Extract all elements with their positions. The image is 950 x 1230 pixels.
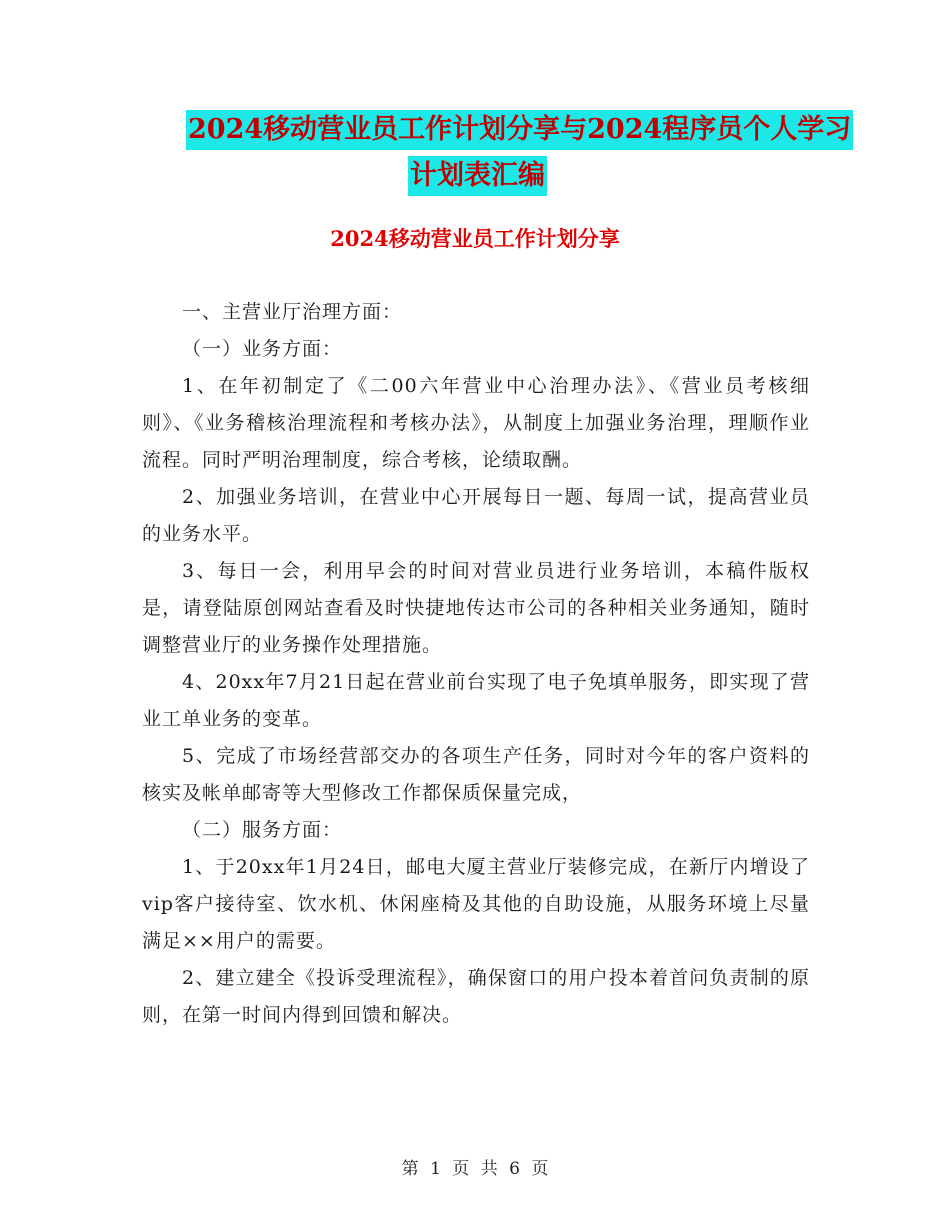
document-body (142, 294, 810, 1034)
paragraph: 4、20xx年7月21日起在营业前台实现了电子免填单服务，即实现了营业工单业务的变革。 (142, 671, 810, 730)
paragraph: 3、每日一会，利用早会的时间对营业员进行业务培训，本稿件版权是，请登陆原创网站查看及时快捷地传达市公司的各种相关业务通知，随时调整营业厅的业务操作处理措施。 (142, 560, 810, 656)
paragraph: 一、主营业厅治理方面： (182, 301, 403, 323)
paragraph: 2、加强业务培训，在营业中心开展每日一题、每周一试，提高营业员的业务水平。 (142, 486, 810, 545)
paragraph: 5、完成了市场经营部交办的各项生产任务，同时对今年的客户资料的核实及帐单邮寄等大型修改工作都保质保量完成， (142, 745, 810, 804)
page-number-footer: 第 1 页 共 6 页 (401, 1159, 549, 1179)
paragraph: （一）业务方面： (182, 338, 343, 360)
paragraph: 1、于20xx年1月24日，邮电大厦主营业厅装修完成，在新厅内增设了vip客户接待室、饮水机、休闲座椅及其他的自助设施，从服务环境上尽量满足××用户的需要。 (142, 856, 810, 952)
paragraph: 1、在年初制定了《二00六年营业中心治理办法》、《营业员考核细则》、《业务稽核治理流程和考核办法》，从制度上加强业务治理，理顺作业流程。同时严明治理制度，综合考核，论绩取酬。 (142, 375, 810, 471)
document-title-line-1: 2024移动营业员工作计划分享与2024程序员个人学习 (186, 110, 853, 150)
paragraph: （二）服务方面： (182, 819, 343, 841)
paragraph: 2、建立建全《投诉受理流程》，确保窗口的用户投本着首问负责制的原则，在第一时间内得到回馈和解决。 (142, 967, 810, 1026)
document-title-line-2: 计划表汇编 (408, 156, 547, 196)
section-heading: 2024移动营业员工作计划分享 (330, 226, 620, 251)
